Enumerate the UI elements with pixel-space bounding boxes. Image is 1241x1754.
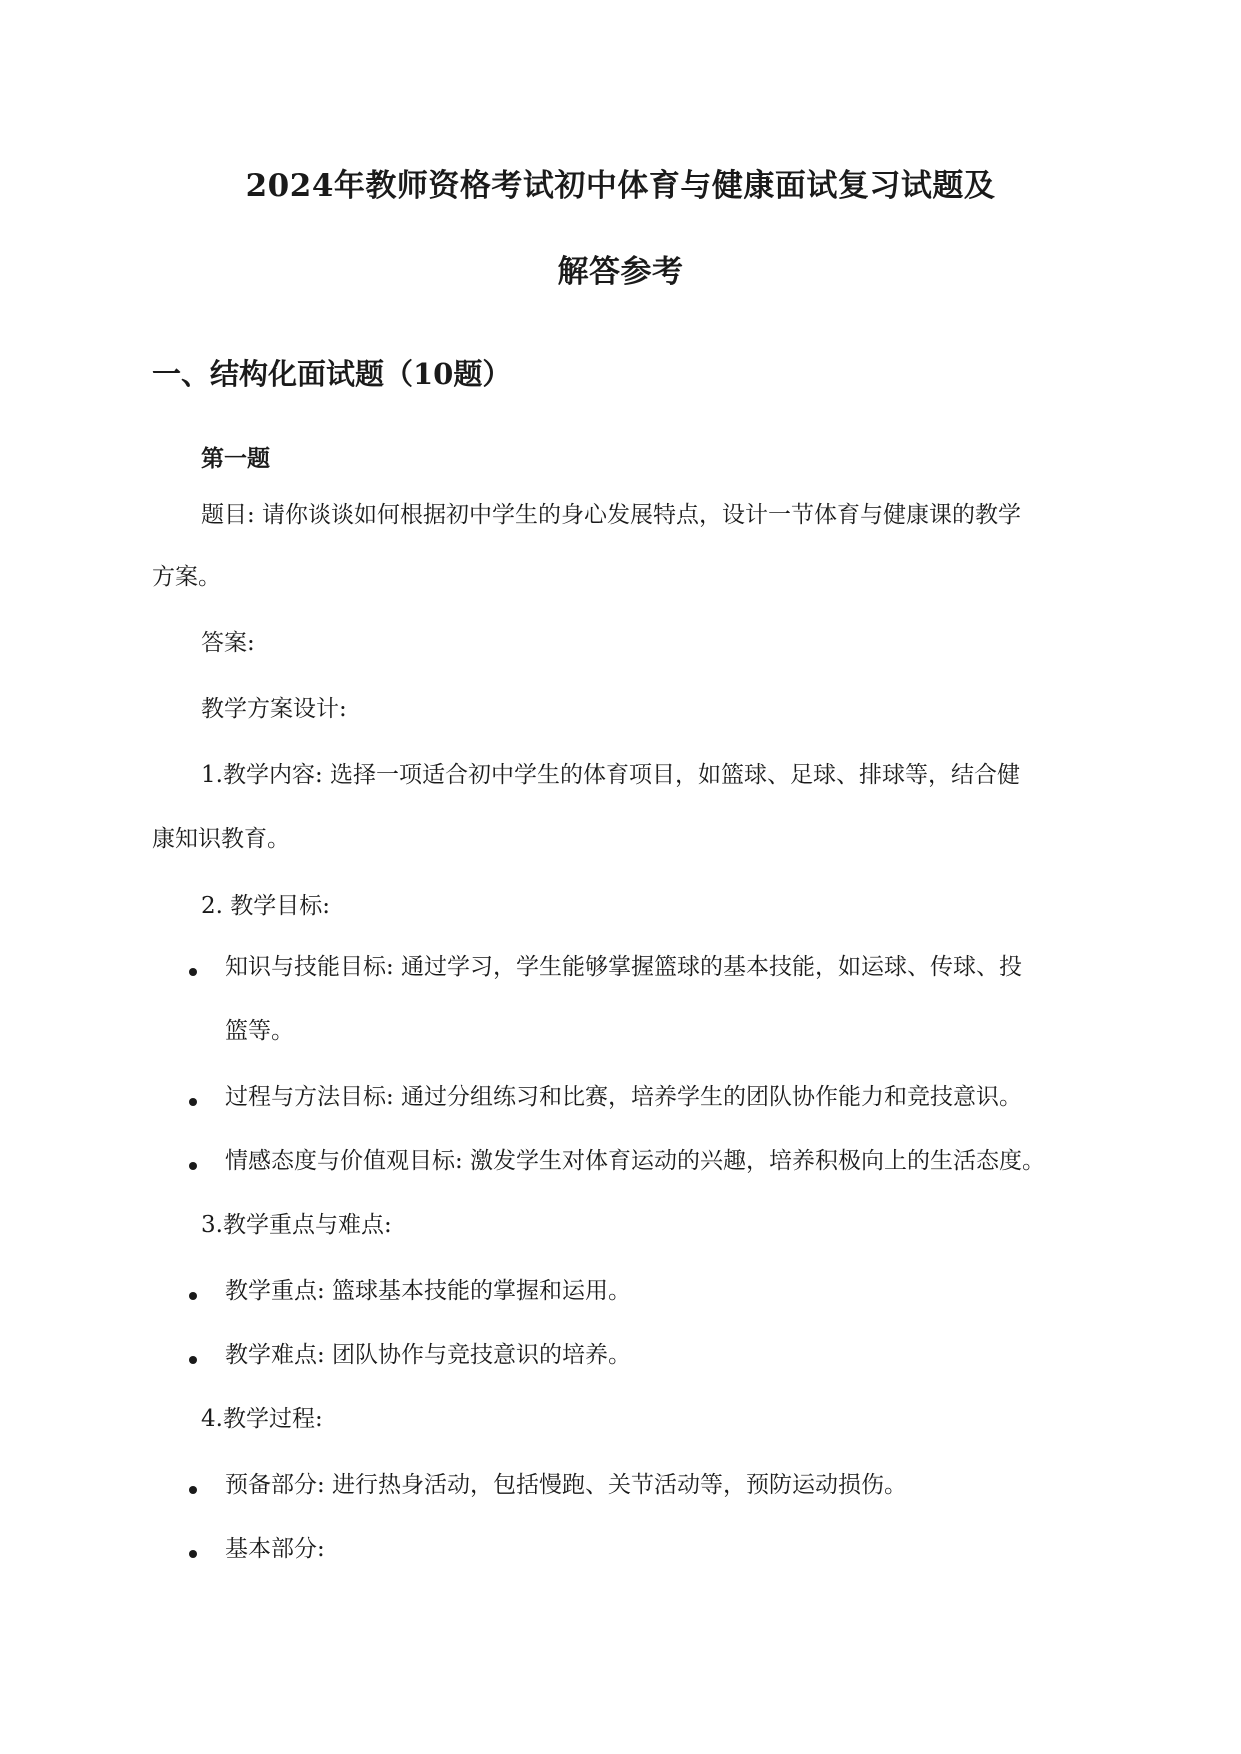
goal3-text: 情感态度与价值观目标: 激发学生对体育运动的兴趣，培养积极向上的生活态度。 — [225, 1148, 1046, 1174]
question-heading: 第一题 — [201, 445, 270, 472]
answer-label: 答案: — [201, 630, 255, 656]
document-title-line2: 解答参考 — [557, 254, 684, 290]
item3-heading: 3.教学重点与难点: — [201, 1212, 392, 1238]
item1-line1: 1.教学内容: 选择一项适合初中学生的体育项目，如篮球、足球、排球等，结合健 — [201, 762, 1021, 788]
goal2-text: 过程与方法目标: 通过分组练习和比赛，培养学生的团队协作能力和竞技意识。 — [225, 1084, 1023, 1110]
item1-line2: 康知识教育。 — [152, 826, 290, 852]
key-point-text: 教学重点: 篮球基本技能的掌握和运用。 — [225, 1278, 632, 1304]
process2-text: 基本部分: — [225, 1536, 325, 1562]
item4-heading: 4.教学过程: — [201, 1406, 323, 1432]
goal1-line1: 知识与技能目标: 通过学习，学生能够掌握篮球的基本技能，如运球、传球、投 — [225, 954, 1023, 980]
question-text-line1: 题目: 请你谈谈如何根据初中学生的身心发展特点，设计一节体育与健康课的教学 — [201, 502, 1022, 528]
difficult-point-text: 教学难点: 团队协作与竞技意识的培养。 — [225, 1342, 632, 1368]
bullet-icon — [189, 1098, 197, 1106]
bullet-icon — [189, 1356, 197, 1364]
section-heading: 一、结构化面试题（10题） — [152, 357, 512, 391]
plan-label: 教学方案设计: — [201, 696, 347, 722]
bullet-icon — [189, 1162, 197, 1170]
bullet-icon — [189, 1550, 197, 1558]
bullet-icon — [189, 1486, 197, 1494]
item2-heading: 2. 教学目标: — [201, 893, 331, 919]
question-text-line2: 方案。 — [152, 564, 221, 590]
document-title-line1: 2024年教师资格考试初中体育与健康面试复习试题及 — [245, 168, 996, 204]
bullet-icon — [189, 968, 197, 976]
bullet-icon — [189, 1292, 197, 1300]
process1-text: 预备部分: 进行热身活动，包括慢跑、关节活动等，预防运动损伤。 — [225, 1472, 908, 1498]
goal1-line2: 篮等。 — [225, 1018, 294, 1044]
